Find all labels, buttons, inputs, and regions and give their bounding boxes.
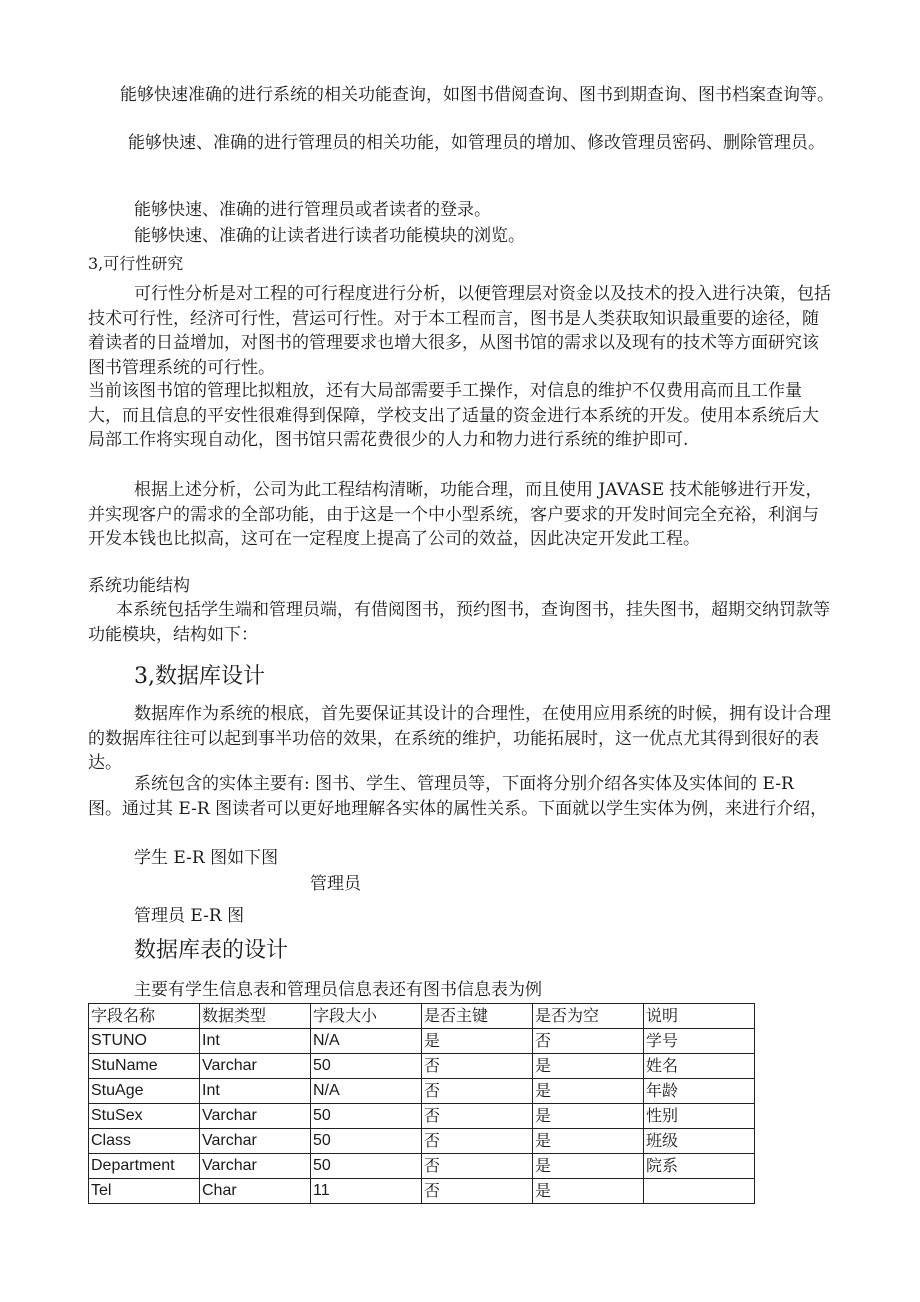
table-cell: 否 [422,1154,533,1179]
table-header-row [89,1004,755,1029]
table-cell: Char [200,1179,311,1204]
table-cell: 是 [422,1029,533,1054]
table-cell: Department [89,1154,200,1179]
table-cell: StuAge [89,1079,200,1104]
admin-entity-label: 管理员 [310,874,361,894]
table-row [89,1079,755,1104]
database-design-paragraph-1: 数据库作为系统的根底，首先要保证其设计的合理性，在使用应用系统的时候，拥有设计合理的数据库往往可以起到事半功倍的效果，在系统的维护，功能拓展时，这一优点尤其得到很好的表达。 [88,704,831,773]
table-design-heading: 数据库表的设计 [134,938,289,963]
header-cell: 字段大小 [311,1004,422,1029]
table-cell: 是 [533,1129,644,1154]
table-design-intro: 主要有学生信息表和管理员信息表还有图书信息表为例 [134,980,542,1000]
table-row [89,1029,755,1054]
table-cell: Int [200,1029,311,1054]
table-cell: 50 [311,1104,422,1129]
table-cell: Varchar [200,1054,311,1079]
table-cell: 50 [311,1154,422,1179]
table-cell: Varchar [200,1104,311,1129]
table-cell: N/A [311,1079,422,1104]
table-cell: 50 [311,1129,422,1154]
table-row [89,1179,755,1204]
student-info-table [88,1003,755,1204]
table-cell: 否 [533,1029,644,1054]
table-cell: StuSex [89,1104,200,1129]
table-cell: Tel [89,1179,200,1204]
header-cell: 是否为空 [533,1004,644,1029]
function-structure-paragraph: 本系统包括学生端和管理员端，有借阅图书，预约图书，查询图书，挂失图书，超期交纳罚款等功能模块，结构如下： [88,600,830,645]
table-cell: Varchar [200,1129,311,1154]
feasibility-paragraph-1: 可行性分析是对工程的可行程度进行分析，以便管理层对资金以及技术的投入进行决策，包括技术可行性，经济可行性，营运可行性。对于本工程而言，图书是人类获取知识最重要的途径，随着读者的日益增加，对图书的管理要求也增大很多，从图书馆的需求以及现有的技术等方面研究该图书管理系统的可行性。 [88,284,831,378]
header-cell: 字段名称 [89,1004,200,1029]
table-cell: N/A [311,1029,422,1054]
table-cell: 学号 [644,1029,755,1054]
table-cell: Varchar [200,1154,311,1179]
header-cell: 数据类型 [200,1004,311,1029]
table-row [89,1104,755,1129]
table-cell: 50 [311,1054,422,1079]
header-cell: 说明 [644,1004,755,1029]
table-cell: 是 [533,1154,644,1179]
feasibility-heading: 3,可行性研究 [88,254,184,273]
function-structure-heading: 系统功能结构 [88,576,190,596]
header-cell: 是否主键 [422,1004,533,1029]
database-design-paragraph-2: 系统包含的实体主要有: 图书、学生、管理员等，下面将分别介绍各实体及实体间的 E-R 图。通过其 E-R 图读者可以更好地理解各实体的属性关系。下面就以学生实体为例，来进行介绍， [88,774,828,819]
table-cell: Class [89,1129,200,1154]
table-cell: 否 [422,1129,533,1154]
table-cell: Int [200,1079,311,1104]
table-cell [644,1179,755,1204]
table-cell: 是 [533,1104,644,1129]
database-design-heading: 3,数据库设计 [134,664,265,689]
table-row [89,1129,755,1154]
table-cell: 否 [422,1079,533,1104]
table-cell: 否 [422,1054,533,1079]
table-cell: 11 [311,1179,422,1204]
table-cell: 否 [422,1179,533,1204]
intro-paragraph-login: 能够快速、准确的进行管理员或者读者的登录。 [134,200,491,220]
table-cell: 性别 [644,1104,755,1129]
admin-er-caption: 管理员 E-R 图 [134,906,245,926]
intro-paragraph-browse: 能够快速、准确的让读者进行读者功能模块的浏览。 [134,226,525,246]
intro-paragraph-query: 能够快速准确的进行系统的相关功能查询，如图书借阅查询、图书到期查询、图书档案查询等。 [120,85,834,105]
table-row [89,1154,755,1179]
feasibility-paragraph-2: 当前该图书馆的管理比拟粗放，还有大局部需要手工操作，对信息的维护不仅费用高而且工作量大，而且信息的平安性很难得到保障，学校支出了适量的资金进行本系统的开发。使用本系统后大局部工作将实现自动化，图书馆只需花费很少的人力和物力进行系统的维护即可. [88,381,819,450]
table-cell: 年龄 [644,1079,755,1104]
table-cell: 否 [422,1104,533,1129]
table-cell: 是 [533,1054,644,1079]
table-cell: 是 [533,1079,644,1104]
table-cell: 姓名 [644,1054,755,1079]
table-row [89,1054,755,1079]
feasibility-paragraph-3: 根据上述分析，公司为此工程结构清晰，功能合理，而且使用 JAVASE 技术能够进行开发，并实现客户的需求的全部功能，由于这是一个中小型系统，客户要求的开发时间完全充裕，利润与开发本钱也比拟高，这可在一定程度上提高了公司的效益，因此决定开发此工程。 [88,480,823,549]
table-cell: STUNO [89,1029,200,1054]
student-er-caption: 学生 E-R 图如下图 [134,848,279,868]
table-cell: 是 [533,1179,644,1204]
table-cell: StuName [89,1054,200,1079]
intro-paragraph-admin: 能够快速、准确的进行管理员的相关功能，如管理员的增加、修改管理员密码、删除管理员。 [128,133,825,153]
table-cell: 院系 [644,1154,755,1179]
table-cell: 班级 [644,1129,755,1154]
